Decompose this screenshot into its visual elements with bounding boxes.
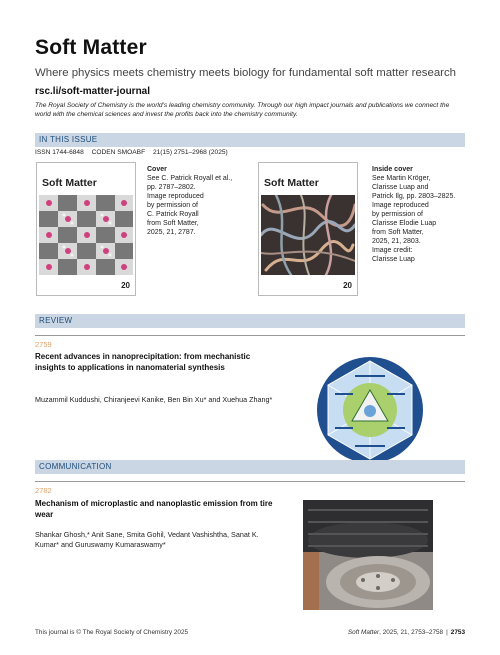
inside-cover-caption — [372, 165, 455, 264]
inside-cover-polymer-art — [261, 195, 355, 275]
review-heading: REVIEW — [35, 314, 465, 328]
cover-caption — [147, 165, 232, 237]
inside-cover-caption-line: Image reproduced — [372, 202, 429, 209]
cover-caption-line: pp. 2787–2802. — [147, 184, 196, 191]
rsc-intro: The Royal Society of Chemistry is the world’s leading chemistry community. Through our high impact journals and publications we connect the world with the chemical sciences and invest the profits back into the chemistry community. — [35, 102, 450, 118]
communication-rule — [35, 481, 465, 482]
inside-cover-art-title: Soft Matter — [264, 177, 319, 189]
issn: ISSN 1744-6848 — [35, 149, 84, 156]
volume-issue: 21(15) 2751–2968 (2025) — [152, 149, 228, 156]
review-graphical-abstract — [315, 355, 425, 465]
communication-authors: Shankar Ghosh,* Anit Sane, Smita Gohil, Vedant Vashishtha, Sanat K. Kumar* and Guruswamy Kumaraswamy* — [35, 530, 259, 549]
inside-cover-caption-line: Patrick Ilg, pp. 2803–2825. — [372, 193, 456, 200]
inside-cover-caption-line: Clarisse Elodie Luap — [372, 220, 437, 227]
cover-label: Cover — [147, 166, 167, 173]
communication-tire-photo — [303, 500, 433, 610]
inside-cover-caption-line: See Martin Kröger, — [372, 175, 431, 182]
footer-citation — [348, 629, 465, 636]
coden: CODEN SMOABF — [91, 149, 146, 156]
inside-cover-caption-line: 2025, 21, 2803. — [372, 238, 421, 245]
cover-anniversary-number: 20 — [121, 281, 130, 290]
cover-checkerboard-art — [39, 195, 133, 275]
cover-caption-line: Image reproduced — [147, 193, 204, 200]
cover-caption-line: 2025, 21, 2787. — [147, 229, 196, 236]
cover-caption-line: C. Patrick Royall — [147, 211, 199, 218]
review-rule — [35, 335, 465, 336]
review-authors: Muzammil Kuddushi, Chiranjeevi Kanike, Ben Bin Xu* and Xuehua Zhang* — [35, 395, 273, 404]
inside-cover-caption-line: by permission of — [372, 211, 423, 218]
journal-url[interactable]: rsc.li/soft-matter-journal — [35, 86, 151, 97]
footer-separator: | — [446, 629, 448, 636]
cover-image[interactable] — [36, 162, 136, 296]
inside-cover-caption-line: Clarisse Luap — [372, 256, 415, 263]
inside-cover-caption-line: from Soft Matter, — [372, 229, 424, 236]
inside-cover-label: Inside cover — [372, 166, 413, 173]
inside-cover-caption-line: Image credit: — [372, 247, 413, 254]
cover-caption-line: from Soft Matter, — [147, 220, 199, 227]
communication-page-number[interactable]: 2782 — [35, 486, 52, 495]
cover-caption-line: See C. Patrick Royall et al., — [147, 175, 233, 182]
inside-cover-image[interactable] — [258, 162, 358, 296]
review-page-number[interactable]: 2759 — [35, 340, 52, 349]
issn-line — [35, 149, 228, 156]
communication-heading: COMMUNICATION — [35, 460, 465, 474]
cover-art-title: Soft Matter — [42, 177, 97, 189]
footer-copyright: This journal is © The Royal Society of Chemistry 2025 — [35, 629, 189, 636]
footer-page-number: 2753 — [450, 629, 465, 636]
journal-tagline: Where physics meets chemistry meets biology for fundamental soft matter research — [35, 67, 456, 79]
cover-caption-line: by permission of — [147, 202, 198, 209]
inside-cover-anniversary-number: 20 — [343, 281, 352, 290]
communication-title[interactable]: Mechanism of microplastic and nanoplastic emission from tire wear — [35, 499, 273, 519]
in-this-issue-heading: IN THIS ISSUE — [35, 133, 465, 147]
footer-citation-rest: , 2025, 21, 2753–2758 — [379, 629, 444, 636]
review-title[interactable]: Recent advances in nanoprecipitation: from mechanistic insights to applications in nanomaterial synthesis — [35, 352, 251, 372]
journal-title: Soft Matter — [35, 36, 147, 59]
inside-cover-caption-line: Clarisse Luap and — [372, 184, 429, 191]
footer-journal: Soft Matter — [347, 629, 380, 636]
